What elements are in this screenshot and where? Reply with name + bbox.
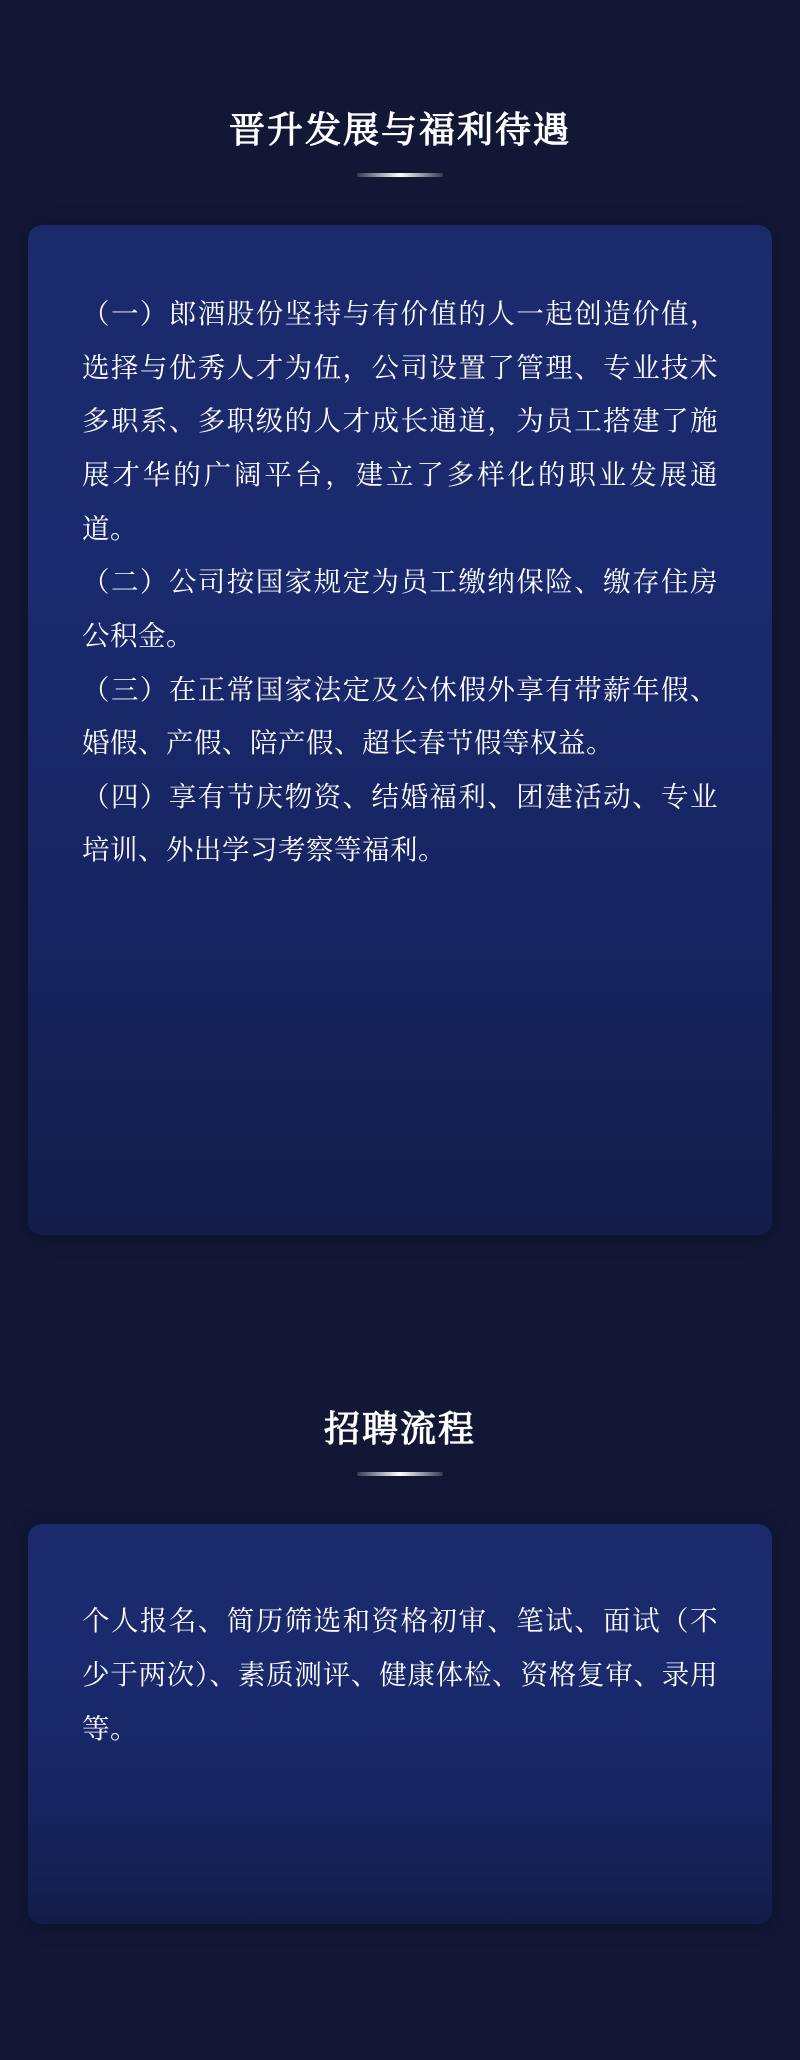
process-paragraph-1: 个人报名、简历筛选和资格初审、笔试、面试（不少于两次）、素质测评、健康体检、资格复审、录用等。 — [82, 1605, 718, 1744]
section-benefits-title-wrap — [0, 108, 800, 177]
page-title: 晋升发展与福利待遇 — [228, 109, 571, 150]
section-process-title-wrap — [0, 1407, 800, 1476]
section-recruitment-process — [0, 1235, 800, 1924]
title-underline-decoration — [357, 1472, 443, 1476]
title-underline-decoration — [357, 173, 443, 177]
section-title-process: 招聘流程 — [323, 1408, 476, 1450]
benefits-paragraph-3: （三）在正常国家法定及公休假外享有带薪年假、婚假、产假、陪产假、超长春节假等权益。 — [82, 673, 718, 759]
process-card — [28, 1524, 772, 1924]
benefits-card — [28, 225, 772, 1235]
benefits-paragraph-1: （一）郎酒股份坚持与有价值的人一起创造价值，选择与优秀人才为伍，公司设置了管理、专业技术多职系、多职级的人才成长通道，为员工搭建了施展才华的广阔平台，建立了多样化的职业发展通道。 — [82, 298, 718, 544]
benefits-paragraph-2: （二）公司按国家规定为员工缴纳保险、缴存住房公积金。 — [82, 566, 718, 651]
benefits-paragraph-4: （四）享有节庆物资、结婚福利、团建活动、专业培训、外出学习考察等福利。 — [82, 780, 718, 866]
